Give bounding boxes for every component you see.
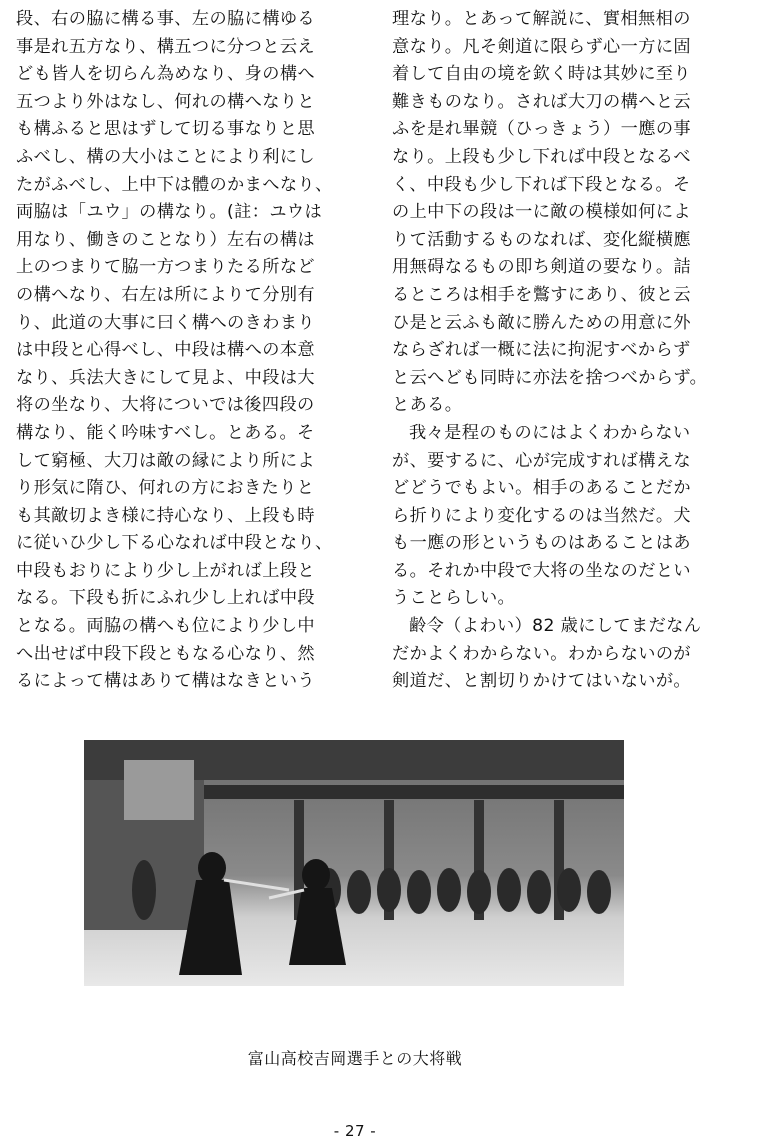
text-line: り形気に隋ひ、何れの方におきたりと (16, 478, 315, 499)
text-line: なり。上段も少し下れば中段となるべ (392, 146, 691, 167)
text-line: となる。両脇の構へも位により少し中 (16, 616, 315, 637)
text-line: なる。下段も折にふれ少し上れば中段 (16, 588, 315, 609)
text-line: 構なり、能く吟味すべし。とある。そ (16, 422, 315, 443)
photo-caption: 富山高校吉岡選手との大将戦 (247, 1049, 463, 1068)
text-line: ならざれば一概に法に拘泥すべからず (392, 340, 691, 361)
text-line: 将の坐なり、大将についでは後四段の (16, 395, 315, 416)
text-line: の上中下の段は一に敵の模様如何によ (392, 202, 691, 223)
text-line: ふべし、構の大小はことにより利にし (16, 146, 315, 167)
text-line: りて活動するものなれば、変化縦横應 (392, 229, 691, 250)
text-line: 意なり。凡そ剣道に限らず心一方に固 (392, 36, 691, 57)
text-line: 剣道だ、と割切りかけてはいないが。 (392, 671, 691, 692)
text-line: 両脇は「ユウ」の構なり。(註：ユウは (16, 202, 323, 223)
text-line: どどうでもよい。相手のあることだか (392, 478, 691, 499)
left-text-column (16, 6, 341, 696)
text-line: たがふべし、上中下は體のかまへなり、 (16, 174, 333, 195)
text-line: ども皆人を切らん為めなり、身の構へ (16, 64, 315, 85)
kendo-match-photo (84, 740, 624, 986)
text-line: は中段と心得べし、中段は構への本意 (16, 340, 315, 361)
text-line: も構ふると思はずして切る事なりと思 (16, 119, 315, 140)
text-line: 事是れ五方なり、構五つに分つと云え (16, 36, 315, 57)
text-line: の構へなり、右左は所によりて分別有 (16, 284, 315, 305)
text-line: だかよくわからない。わからないのが (392, 643, 691, 664)
kendo-match-photo-image (84, 740, 624, 986)
text-line: と云へども同時に亦法を捨つべからず。 (392, 367, 708, 388)
text-line: 我々是程のものにはよくわからない (409, 422, 691, 443)
text-line: に従いひ少し下る心なれば中段となり、 (16, 533, 333, 554)
text-line: とある。 (392, 395, 463, 416)
page-number: - 27 - (333, 1122, 377, 1140)
text-line: 着して自由の境を欽く時は其妙に至り (392, 64, 691, 85)
text-line: 齢令（よわい）82 歳にしてまだなん (409, 616, 702, 637)
text-line: 用なり、働きのことなり）左右の構は (16, 229, 315, 250)
text-line: 中段もおりにより少し上がれば上段と (16, 560, 315, 581)
text-line: るところは相手を鷩すにあり、彼と云 (392, 284, 691, 305)
text-line: も一應の形というものはあることはあ (392, 533, 691, 554)
text-line: ふを是れ畢競（ひっきょう）一應の事 (392, 119, 691, 140)
text-line: 理なり。とあって解説に、實相無相の (392, 9, 691, 29)
text-line: 五つより外はなし、何れの構へなりと (16, 91, 315, 112)
text-line: ら折りにより変化するのは当然だ。犬 (392, 505, 691, 526)
text-line: が、要するに、心が完成すれば構えな (392, 450, 691, 471)
text-line: るによって構はありて構はなきという (16, 671, 315, 692)
text-line: ひ是と云ふも敵に勝んための用意に外 (392, 312, 691, 333)
text-line: り、此道の大事に曰く構へのきわまり (16, 312, 315, 333)
text-line: も其敵切よき様に持心なり、上段も時 (16, 505, 315, 526)
text-line: うことらしい。 (392, 588, 516, 609)
text-line: 用無碍なるもの即ち剣道の要なり。詰 (392, 257, 691, 278)
text-line: 難きものなり。されば大刀の構へと云 (392, 91, 691, 112)
text-line: なり、兵法大きにして見よ、中段は大 (16, 367, 315, 388)
text-line: して窮極、大刀は敵の縁により所によ (16, 450, 315, 471)
text-line: く、中段も少し下れば下段となる。そ (392, 174, 691, 195)
text-line: 段、右の脇に構る事、左の脇に構ゆる (16, 9, 315, 29)
text-line: 上のつまりて脇一方つまりたる所など (16, 257, 315, 278)
text-line: へ出せば中段下段ともなる心なり、然 (16, 643, 315, 664)
text-line: る。それか中段で大将の坐なのだとい (392, 560, 691, 581)
right-text-column (392, 6, 714, 696)
